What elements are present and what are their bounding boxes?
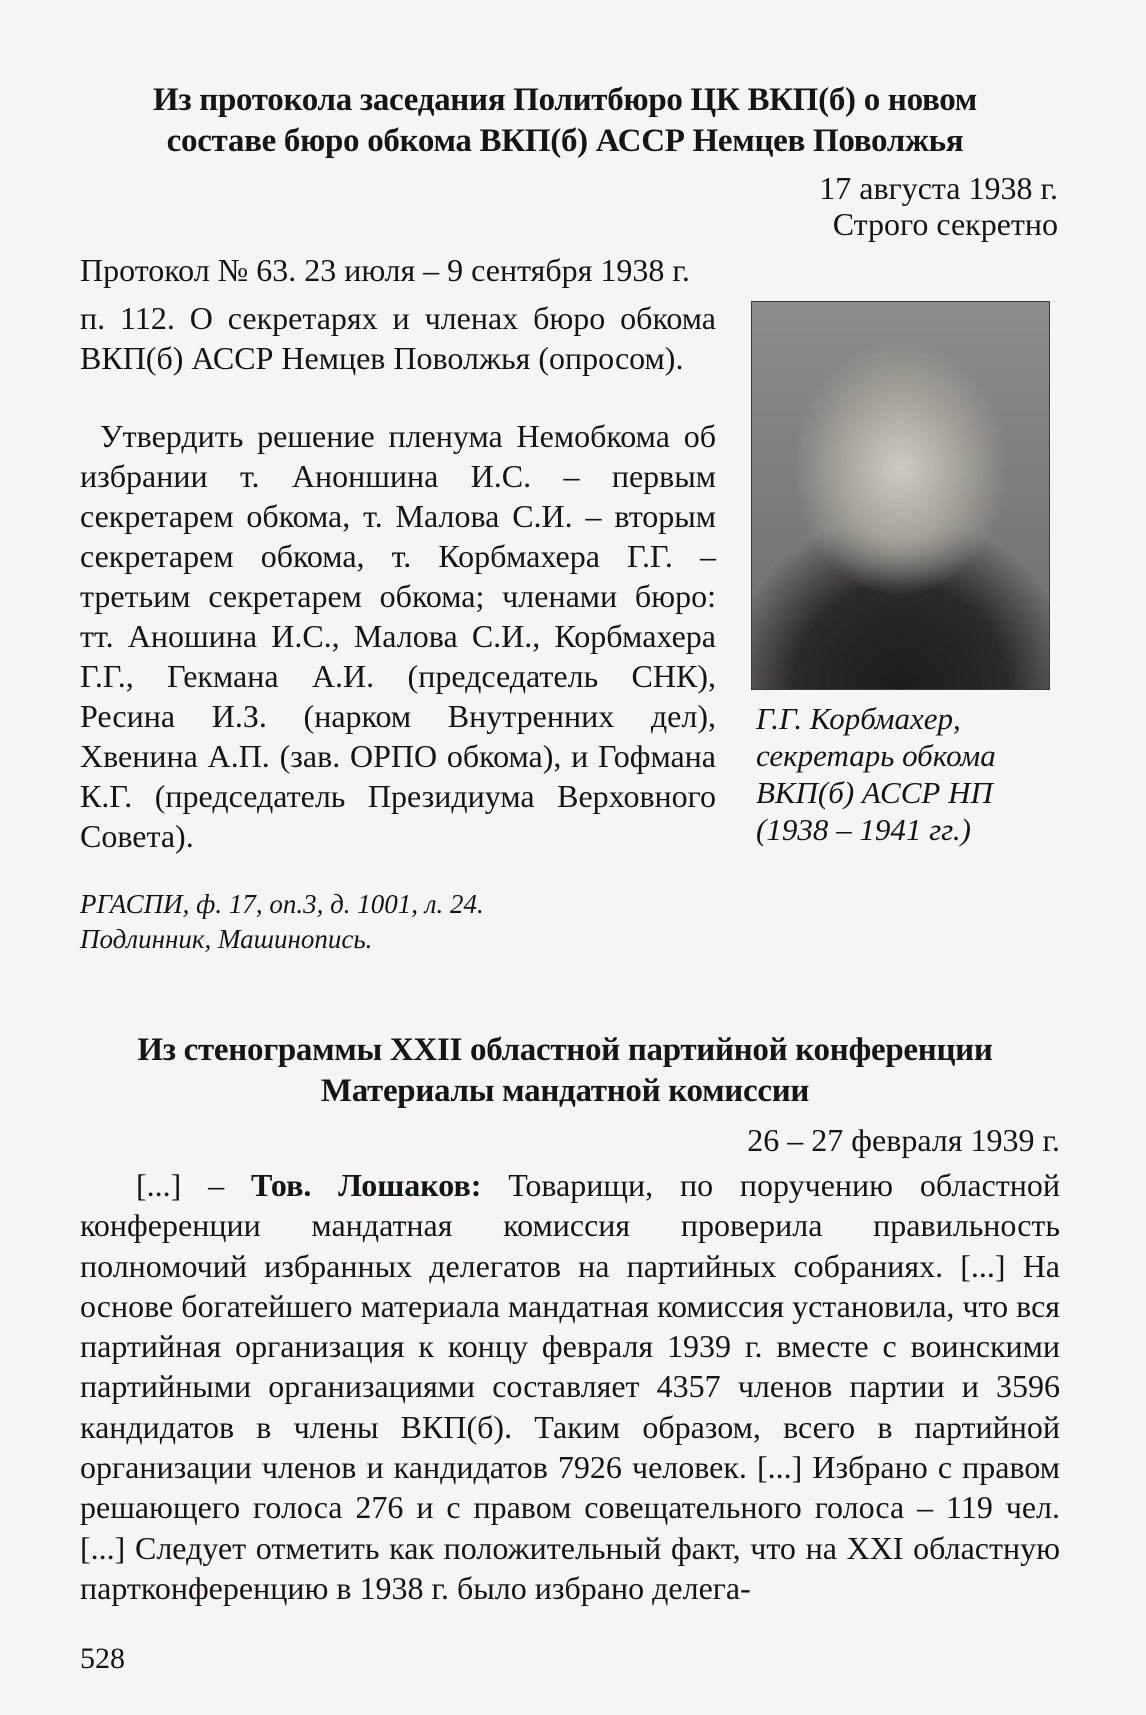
doc1-source xyxy=(80,887,680,957)
doc2-title-line1: Из стенограммы XXII областной партийной конференции xyxy=(137,1032,993,1068)
source-archive: РГАСПИ, ф. 17, оп.3, д. 1001, л. 24. xyxy=(80,889,484,919)
doc1-protocol: Протокол № 63. 23 июля – 9 сентября 1938 г. xyxy=(80,252,690,288)
portrait-photo xyxy=(751,301,1050,690)
doc1-body: Утвердить решение пленума Немобкома об избрании т. Аноншина И.С. – первым секретарем обкома, т. Малова С.И. – вторым секретарем обкома, т. Корбмахера Г.Г. – третьим секретарем обкома; членами бюро: тт. Аношина И.С., Малова С.И., Корбмахера Г.Г., Гекмана А.И. (председатель СНК), Ресина И.З. (нарком Внутренних дел), Хвенина А.П. (зав. ОРПО обкома), и Гофмана К.Г. (председатель Президиума Верховного Совета). xyxy=(80,418,716,854)
caption-line2: секретарь обкома xyxy=(756,738,996,773)
caption-line4: (1938 – 1941 гг.) xyxy=(756,812,971,847)
doc1-title xyxy=(60,80,1070,162)
caption-line3: ВКП(б) АССР НП xyxy=(756,775,993,810)
doc2-title-line2: Материалы мандатной комиссии xyxy=(320,1073,810,1109)
doc1-title-line2: составе бюро обкома ВКП(б) АССР Немцев Поволжья xyxy=(166,123,964,159)
doc1-title-line1: Из протокола заседания Политбюро ЦК ВКП(б) о новом xyxy=(152,82,977,118)
doc2-title xyxy=(60,1030,1070,1112)
doc2-date: 26 – 27 февраля 1939 г. xyxy=(747,1122,1060,1158)
doc2-body-prefix: [...] – xyxy=(136,1167,251,1203)
source-type: Подлинник, Машинопись. xyxy=(80,924,373,954)
caption-line1: Г.Г. Корбмахер, xyxy=(756,701,961,736)
doc1-date: 17 августа 1938 г. xyxy=(819,170,1058,206)
doc1-item: п. 112. О секретарях и членах бюро обкома ВКП(б) АССР Немцев Поволжья (опросом). xyxy=(80,300,716,376)
doc2-body xyxy=(80,1165,1060,1608)
doc2-body-text: Товарищи, по поручению областной конференции мандатная комиссия проверила правильность полномочий избранных делегатов на партийных собраниях. [...] На основе богатейшего материала мандатная комиссия установила, что вся партийная организация к концу февраля 1939 г. вместе с воинскими партийными организациями составляет 4357 членов партии и 3596 кандидатов в члены ВКП(б). Таким образом, всего в партийной организации членов и кандидатов 7926 человек. [...] Избрано с правом решающего голоса 276 и с правом совещательного голоса – 119 чел. [...] Следует отметить как положительный факт, что на XXI областную партконференцию в 1938 г. было избрано делега- xyxy=(80,1167,1061,1606)
speaker-name: Тов. Лошаков: xyxy=(250,1167,482,1203)
doc1-classification: Строго секретно xyxy=(832,206,1058,242)
photo-caption xyxy=(756,700,1056,848)
page-number: 528 xyxy=(80,1642,125,1675)
